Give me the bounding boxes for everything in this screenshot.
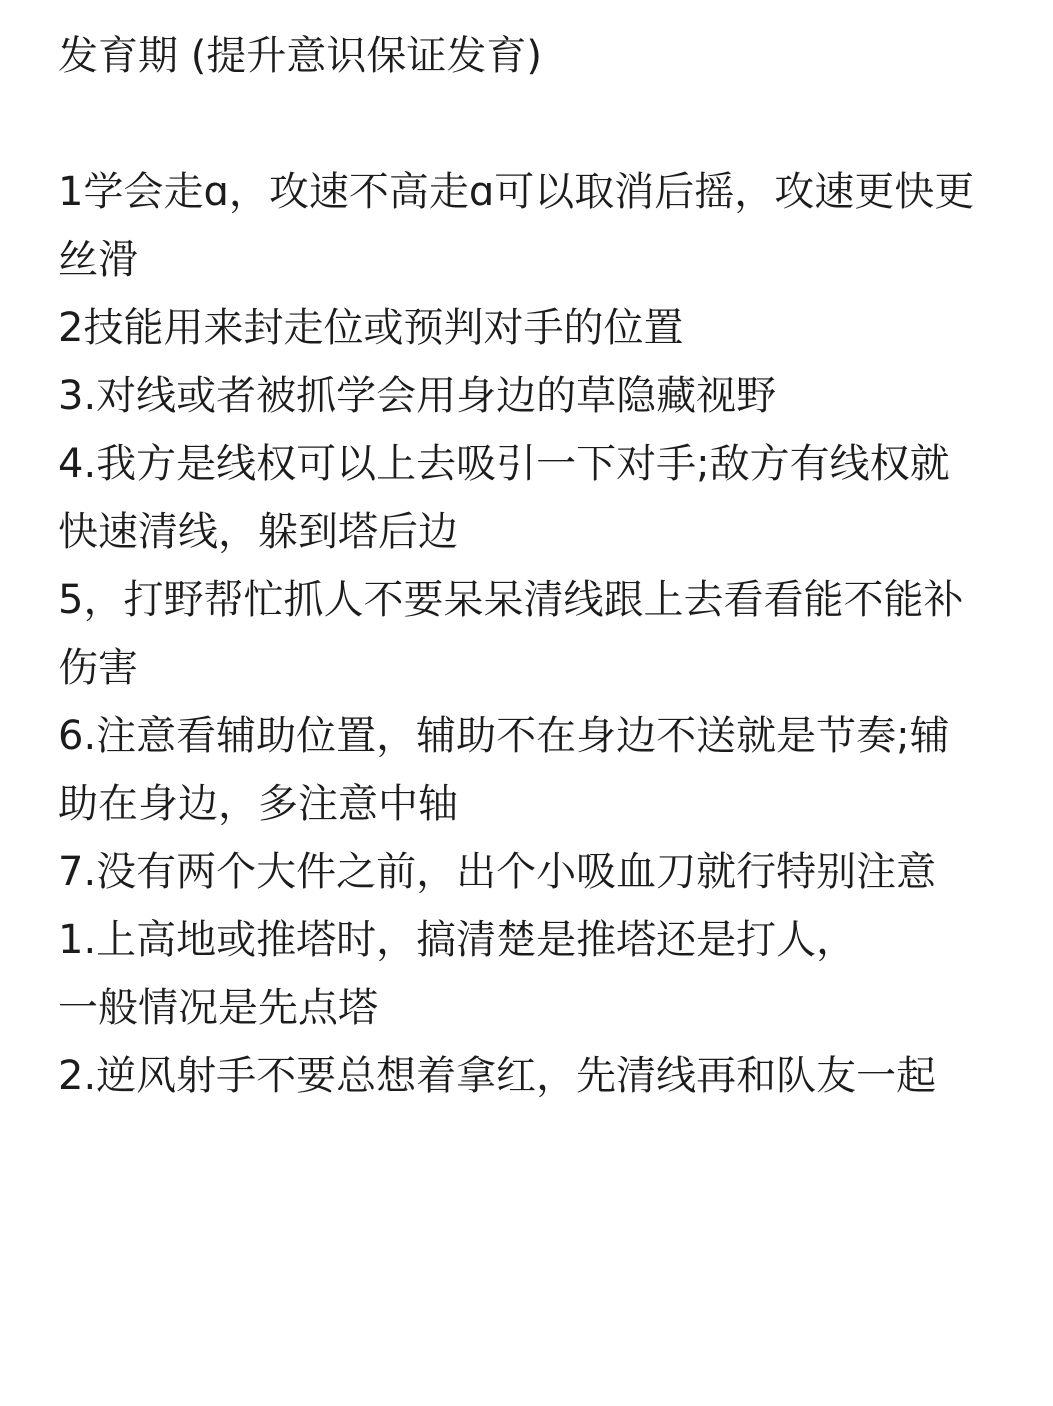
note-item-7: 7.没有两个大件之前，出个小吸血刀就行特别注意 — [58, 849, 937, 895]
note-item-8: 1.上高地或推塔时，搞清楚是推塔还是打人， — [58, 917, 857, 963]
note-item-2: 2技能用来封走位或预判对手的位置 — [58, 305, 684, 351]
note-item-5: 5，打野帮忙抓人不要呆呆清线跟上去看看能不能补伤害 — [58, 577, 964, 691]
note-item-9: 一般情况是先点塔 — [58, 985, 378, 1031]
note-title: 发育期 (提升意识保证发育) — [58, 33, 542, 79]
note-item-1: 1学会走ɑ，攻速不高走ɑ可以取消后摇，攻速更快更丝滑 — [58, 169, 975, 283]
note-item-6: 6.注意看辅助位置，辅助不在身边不送就是节奏;辅助在身边，多注意中轴 — [58, 713, 950, 827]
note-item-3: 3.对线或者被抓学会用身边的草隐藏视野 — [58, 373, 777, 419]
blank-line — [58, 90, 983, 158]
note-item-4: 4.我方是线权可以上去吸引一下对手;敌方有线权就快速清线，躲到塔后边 — [58, 441, 950, 555]
note-item-10: 2.逆风射手不要总想着拿红，先清线再和队友一起 — [58, 1053, 937, 1099]
